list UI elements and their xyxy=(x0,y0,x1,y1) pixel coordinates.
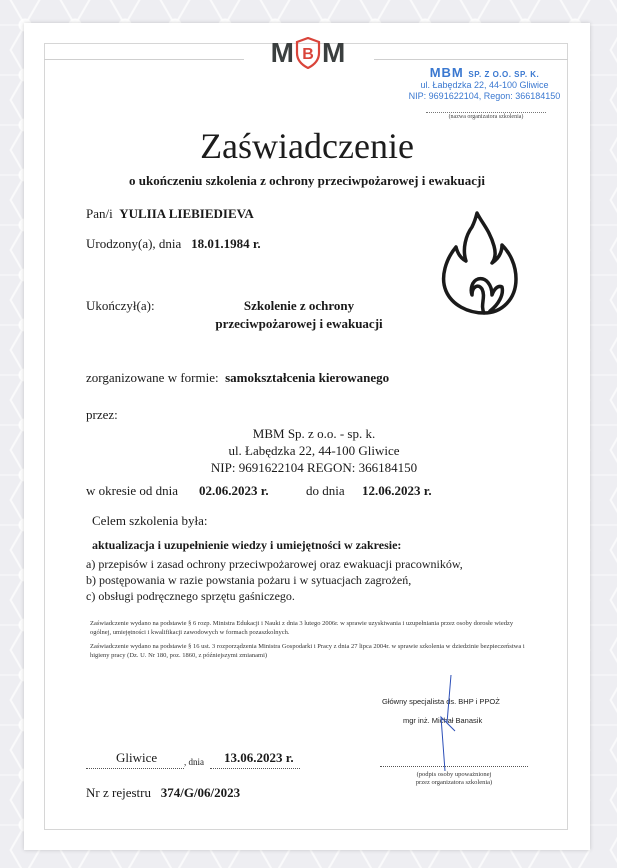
logo-letter-m-left: M xyxy=(270,37,294,68)
shield-icon xyxy=(295,37,321,69)
logo-divider-right xyxy=(374,59,568,60)
birth-date: 18.01.1984 r. xyxy=(191,236,261,251)
document-title: Zaświadczenie xyxy=(200,126,414,166)
name-row xyxy=(86,206,254,222)
signature-mark xyxy=(429,673,469,773)
register-number: 374/G/06/2023 xyxy=(160,785,241,800)
training-form: samokształcenia kierowanego xyxy=(225,370,390,385)
mbm-logo xyxy=(266,35,350,71)
register-row xyxy=(86,785,240,801)
form-row xyxy=(86,370,389,386)
period-from-label: w okresie od dnia xyxy=(86,483,179,498)
birth-row xyxy=(86,236,261,252)
legal-footnote-1: Zaświadczenie wydano na podstawie § 6 rozp. Ministra Edukacji i Nauki z dnia 3 lutego 2006r. w sprawie uzyskiwania i uzupełniania przez osoby dorosłe wiedzy ogólnej, umiejętności i kwalifikacji zawodowych w formach pozaszkolnych. xyxy=(90,620,514,636)
organizer-stamp xyxy=(402,65,567,102)
period-to-label: do dnia xyxy=(306,483,345,498)
signature-caption xyxy=(380,771,528,787)
stamp-legal-form: SP. Z O.O. SP. K. xyxy=(468,70,540,79)
course-name-line1: Szkolenie z ochrony xyxy=(243,298,355,313)
signature-caption-line2: przez organizatora szkolenia) xyxy=(415,779,493,786)
stamp-tax-ids: NIP: 9691622104, Regon: 366184150 xyxy=(408,91,561,101)
completed-label: Ukończył(a): xyxy=(86,298,155,313)
logo-divider-left xyxy=(44,59,244,60)
period-from-date: 02.06.2023 r. xyxy=(199,483,269,498)
by-label: przez: xyxy=(86,407,118,422)
organizer-name: MBM Sp. z o.o. - sp. k. xyxy=(252,426,376,441)
organizer-ids: NIP: 9691622104 REGON: 366184150 xyxy=(210,460,418,475)
date-dotted-line xyxy=(210,768,300,769)
participant-name: YULIIA LIEBIEDIEVA xyxy=(119,206,254,221)
stamp-dotted-line xyxy=(426,112,546,113)
name-label: Pan/i xyxy=(86,206,113,221)
issue-date: 13.06.2023 r. xyxy=(224,750,294,765)
signer-title: Główny specjalista ds. BHP i PPOŻ xyxy=(382,697,500,706)
legal-footnote-2: Zaświadczenie wydano na podstawie § 16 ust. 3 rozporządzenia Ministra Gospodarki i Pracy z dnia 27 lipca 2004r. w sprawie szkolenia w dziedzinie bezpieczeństwa i higieny pracy (Dz. U. Nr 180, poz. 1860, z późniejszymi zmianami) xyxy=(90,643,525,659)
goal-heading: aktualizacja i uzupełnienie wiedzy i umiejętności w zakresie: xyxy=(92,538,402,552)
signature-dotted-line xyxy=(380,766,528,767)
stamp-brand: MBM xyxy=(429,65,464,80)
goal-item-a: a) przepisów i zasad ochrony przeciwpożarowej oraz ewakuacji pracowników, xyxy=(86,557,463,571)
period-to-date: 12.06.2023 r. xyxy=(362,483,432,498)
form-label: zorganizowane w formie: xyxy=(86,370,219,385)
flame-icon xyxy=(432,201,532,323)
logo-letter-m-right: M xyxy=(322,37,346,68)
certificate-page xyxy=(24,23,590,850)
place-dotted-line xyxy=(86,768,184,769)
register-label: Nr z rejestru xyxy=(86,785,151,800)
stamp-caption: (nazwa organizatora szkolenia) xyxy=(448,114,524,120)
signature-caption-line1: (podpis osoby upoważnionej xyxy=(416,771,492,778)
goal-item-b: b) postępowania w razie powstania pożaru i w sytuacjach zagrożeń, xyxy=(86,573,412,587)
organizer-address: ul. Łabędzka 22, 44-100 Gliwice xyxy=(228,443,400,458)
goal-item-c: c) obsługi podręcznego sprzętu gaśniczego. xyxy=(86,589,295,603)
issue-date-label: , dnia xyxy=(184,757,204,767)
signer-name: mgr inż. Michał Banasik xyxy=(403,716,483,725)
goal-label: Celem szkolenia była: xyxy=(92,513,208,528)
svg-text:B: B xyxy=(302,46,314,63)
issue-place: Gliwice xyxy=(116,750,158,765)
birth-label: Urodzony(a), dnia xyxy=(86,236,182,251)
stamp-address: ul. Łabędzka 22, 44-100 Gliwice xyxy=(420,80,549,90)
document-subtitle: o ukończeniu szkolenia z ochrony przeciwpożarowej i ewakuacji xyxy=(129,173,485,188)
course-name-line2: przeciwpożarowej i ewakuacji xyxy=(215,316,383,331)
